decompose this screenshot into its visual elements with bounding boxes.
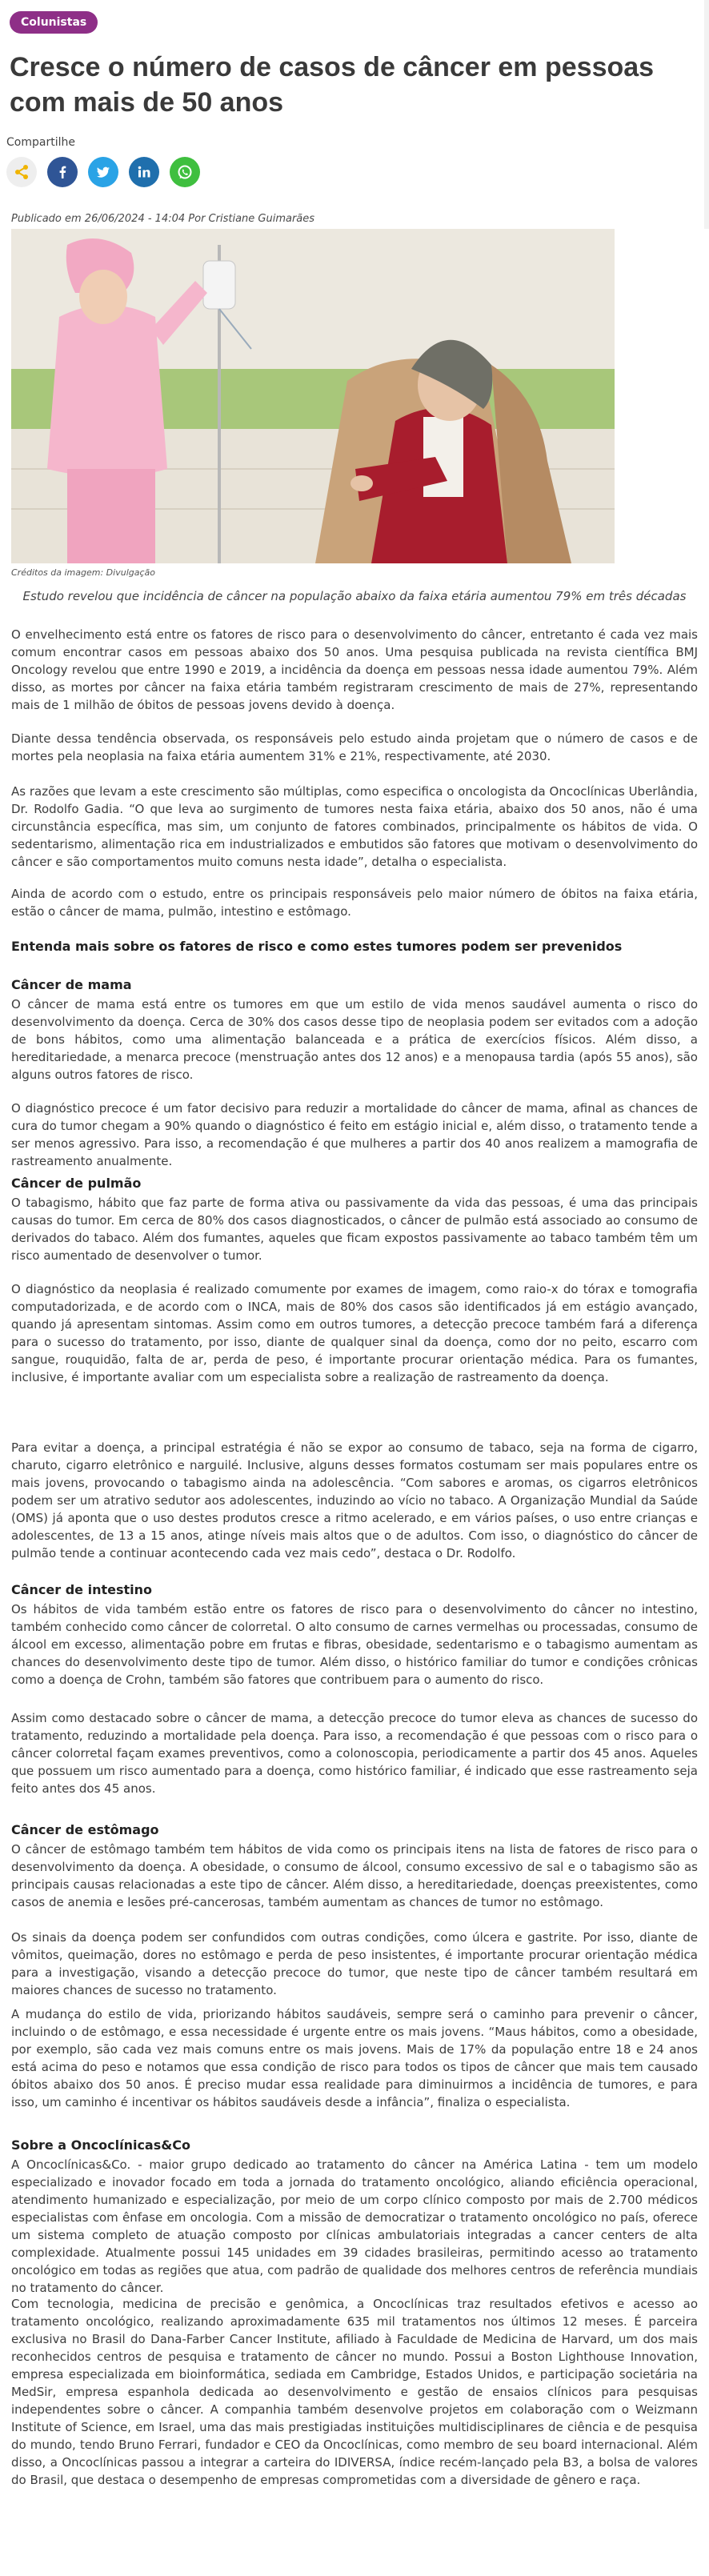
share-label: Compartilhe — [6, 136, 75, 149]
image-credit: Créditos da imagem: Divulgação — [11, 567, 155, 578]
byline: Publicado em 26/06/2024 - 14:04 Por Cristiane Guimarães — [11, 213, 315, 225]
facebook-icon[interactable] — [47, 157, 78, 187]
whatsapp-icon[interactable] — [170, 157, 200, 187]
share-buttons — [6, 157, 200, 189]
image-caption: Estudo revelou que incidência de câncer na população abaixo da faixa etária aumentou 79% em três décadas — [22, 589, 687, 603]
paragraph: Para evitar a doença, a principal estratégia é não se expor ao consumo de tabaco, seja na forma de cigarro, charuto, cigarro eletrônico e narguilé. Inclusive, alguns desses formatos costumam ser mais populares entre os mais jovens, provocando o tabagismo ainda na adolescência. “Com sabores e aromas, os cigarros eletrônicos podem ser um atrativo sedutor aos adolescentes, induzindo ao vício no tabaco. A Organização Mundial da Saúde (OMS) já aponta que o uso destes produtos cresce a ritmo acelerado, e em vários países, o uso entre crianças e adolescentes, de 13 a 15 anos, atinge níveis mais altos que o de adultos. Com isso, o diagnóstico do câncer de pulmão tende a continuar acontecendo cada vez mais cedo”, destaca o Dr. Rodolfo. — [11, 1440, 698, 1560]
paragraph: Os hábitos de vida também estão entre os fatores de risco para o desenvolvimento do câncer no intestino, também conhecido como câncer de colorretal. O alto consumo de carnes vermelhas ou processadas, consumo de álcool em excesso, alimentação pobre em frutas e fibras, obesidade, sedentarismo e o tabagismo aumentam as chances do desenvolvimento deste tipo de tumor. Além disso, o histórico familiar do tumor e condições crônicas como a doença de Crohn, também são fatores que contribuem para o aumento do risco. — [11, 1602, 698, 1687]
header-card — [0, 0, 704, 229]
paragraph: Diante dessa tendência observada, os responsáveis pelo estudo ainda projetam que o número de casos e de mortes pela neoplasia na faixa etária aumentem 31% e 21%, respectivamente, até 2030. — [11, 731, 698, 763]
article-title: Cresce o número de casos de câncer em pessoas com mais de 50 anos — [10, 52, 655, 118]
paragraph: O diagnóstico precoce é um fator decisivo para reduzir a mortalidade do câncer de mama, afinal as chances de cura do tumor chegam a 90% quando o diagnóstico é feito em estágio inicial e, além disso, o tratamento tende a ser menos agressivo. Para isso, a recomendação é que mulheres a partir dos 40 anos realizem a mamografia de rastreamento anualmente. — [11, 1101, 698, 1168]
paragraph: Ainda de acordo com o estudo, entre os principais responsáveis pelo maior número de óbitos na faixa etária, estão o câncer de mama, pulmão, intestino e estômago. — [11, 887, 698, 919]
paragraph: O câncer de estômago também tem hábitos de vida como os principais itens na lista de fatores de risco para o desenvolvimento da doença. A obesidade, o consumo de álcool, consumo excessivo de sal e o tabagismo são as principais causas relacionadas a este tipo de câncer. Além disso, a hereditariedade, doenças preexistentes, como casos de anemia e lesões pré-cancerosas, também aumentam as chances de tumor no estômago. — [11, 1842, 698, 1909]
subheading-bowel: Câncer de intestino — [11, 1582, 153, 1597]
paragraph: Os sinais da doença podem ser confundidos com outras condições, como úlcera e gastrite. Por isso, diante de vômitos, queimação, dores no estômago e perda de peso insistentes, é importante procurar orientação médica para a investigação, visando a detecção precoce do tumor, que neste tipo de câncer também resultará em maiores chances de sucesso no tratamento. — [11, 1930, 698, 1997]
paragraph: O diagnóstico da neoplasia é realizado comumente por exames de imagem, como raio-x do tórax e tomografia computadorizada, e de acordo com o INCA, mais de 80% dos casos são identificados já em estágio avançado, quando já apresentam sintomas. Assim como em outros tumores, a detecção precoce também fará a diferença para o sucesso do tratamento, por isso, diante de qualquer sinal da doença, como dor no peito, escarro com sangue, rouquidão, falta de ar, perda de peso, é importante procurar orientação médica. Para os fumantes, inclusive, é importante avaliar com um especialista sobre a realização de rastreamento da doença. — [11, 1282, 698, 1384]
paragraph: Assim como destacado sobre o câncer de mama, a detecção precoce do tumor eleva as chances de sucesso do tratamento, reduzindo a mortalidade pela doença. Para isso, a recomendação é que pessoas com o risco para o câncer colorretal façam exames preventivos, como a colonoscopia, periodicamente a partir dos 45 anos. Aqueles que possuem um risco aumentado para a doença, como histórico familiar, é indicado que esse rastreamento seja feito antes dos 45 anos. — [11, 1711, 698, 1796]
twitter-icon[interactable] — [88, 157, 118, 187]
subheading-lung: Câncer de pulmão — [11, 1176, 142, 1191]
paragraph: O câncer de mama está entre os tumores em que um estilo de vida menos saudável aumenta o risco do desenvolvimento da doença. Cerca de 30% dos casos desse tipo de neoplasia podem ser evitados com a adoção de bons hábitos, como uma alimentação balanceada e a prática de exercícios físicos. Além disso, a hereditariedade, a menarca precoce (menstruação antes dos 12 anos) e a menopausa tardia (após 55 anos), são alguns outros fatores de risco. — [11, 997, 698, 1082]
paragraph: A Oncoclínicas&Co. - maior grupo dedicado ao tratamento do câncer na América Latina - tem um modelo especializado e inovador focado em toda a jornada do tratamento oncológico, aliando eficiência operacional, atendimento humanizado e especialização, por meio de um corpo clínico composto por mais de 2.700 médicos especialistas com ênfase em oncologia. Com a missão de democratizar o tratamento oncológico no país, oferece um sistema completo de atuação composto por clínicas ambulatoriais integradas a cancer centers de alta complexidade. Atualmente possui 145 unidades em 39 cidades brasileiras, permitindo acesso ao tratamento oncológico em todas as regiões que atua, com padrão de qualidade dos melhores centros de referência mundiais no tratamento do câncer. — [11, 2157, 698, 2295]
paragraph: Com tecnologia, medicina de precisão e genômica, a Oncoclínicas traz resultados efetivos e acesso ao tratamento oncológico, realizando aproximadamente 635 mil tratamentos nos últimos 12 meses. É parceira exclusiva no Brasil do Dana-Farber Cancer Institute, afiliado à Faculdade de Medicina de Harvard, um dos mais reconhecidos centros de pesquisa e tratamento de câncer no mundo. Possui a Boston Lighthouse Innovation, empresa especializada em bioinformática, sediada em Cambridge, Estados Unidos, e participação societária na MedSir, empresa espanhola dedicada ao desenvolvimento e gestão de ensaios clínicos para pesquisas independentes sobre o câncer. A companhia também desenvolve projetos em colaboração com o Weizmann Institute of Science, em Israel, uma das mais prestigiadas instituições multidisciplinares de ciência e de pesquisa do mundo, tendo Bruno Ferrari, fundador e CEO da Oncoclínicas, como membro de seu board internacional. Além disso, a Oncoclínicas passou a integrar a carteira do IDIVERSA, índice recém-lançado pela B3, a bolsa de valores do Brasil, que destaca o desempenho de empresas comprometidas com a diversidade de gênero e raça. — [11, 2297, 698, 2487]
paragraph: As razões que levam a este crescimento são múltiplas, como especifica o oncologista da Oncoclínicas Uberlândia, Dr. Rodolfo Gadia. “O que leva ao surgimento de tumores nesta faixa etária, abaixo dos 50 anos, não é uma circunstância específica, mas sim, um conjunto de fatores combinados, principalmente os hábitos de vida. O sedentarismo, alimentação rica em industrializados e embutidos são fatores que motivam o desenvolvimento do câncer e são comportamentos muito comuns nesta idade”, detalha o especialista. — [11, 784, 698, 869]
category-tag[interactable]: Colunistas — [10, 11, 98, 34]
paragraph: O envelhecimento está entre os fatores de risco para o desenvolvimento do câncer, entretanto é cada vez mais comum encontrar casos em pessoas abaixo dos 50 anos. Uma pesquisa publicada na revista científica BMJ Oncology revelou que entre 1990 e 2019, a incidência da doença em pessoas nessa idade aumentou 79%. Além disso, as mortes por câncer na faixa etária também registraram crescimento de mais de 27%, representando mais de 1 milhão de óbitos de pessoas jovens devido à doença. — [11, 627, 698, 712]
subheading-stomach: Câncer de estômago — [11, 1822, 159, 1837]
subheading-about: Sobre a Oncoclínicas&Co — [11, 2137, 190, 2153]
article-photo — [11, 229, 615, 563]
paragraph: A mudança do estilo de vida, priorizando hábitos saudáveis, sempre será o caminho para prevenir o câncer, incluindo o de estômago, e essa necessidade é urgente entre os mais jovens. “Maus hábitos, como a obesidade, por exemplo, são cada vez mais comuns entre os mais jovens. Mais de 17% da população entre 18 e 24 anos está acima do peso e notamos que essa condição de risco para todos os tipos de câncer que mais tem causado óbitos abaixo dos 50 anos. É preciso mudar essa realidade para diminuirmos a incidência de tumores, e para isso, um caminho é incentivar os hábitos saudáveis desde a infância”, finaliza o especialista. — [11, 2007, 698, 2109]
paragraph: O tabagismo, hábito que faz parte de forma ativa ou passivamente da vida das pessoas, é uma das principais causas do tumor. Em cerca de 80% dos casos diagnosticados, o câncer de pulmão está associado ao consumo de derivados do tabaco. Além dos fumantes, aqueles que ficam expostos passivamente ao tabaco também têm um risco aumentado de desenvolver o tumor. — [11, 1196, 698, 1263]
share-icon[interactable] — [6, 157, 37, 187]
linkedin-icon[interactable] — [129, 157, 159, 187]
subheading-breast: Câncer de mama — [11, 977, 132, 992]
section-heading: Entenda mais sobre os fatores de risco e como estes tumores podem ser prevenidos — [11, 939, 623, 954]
